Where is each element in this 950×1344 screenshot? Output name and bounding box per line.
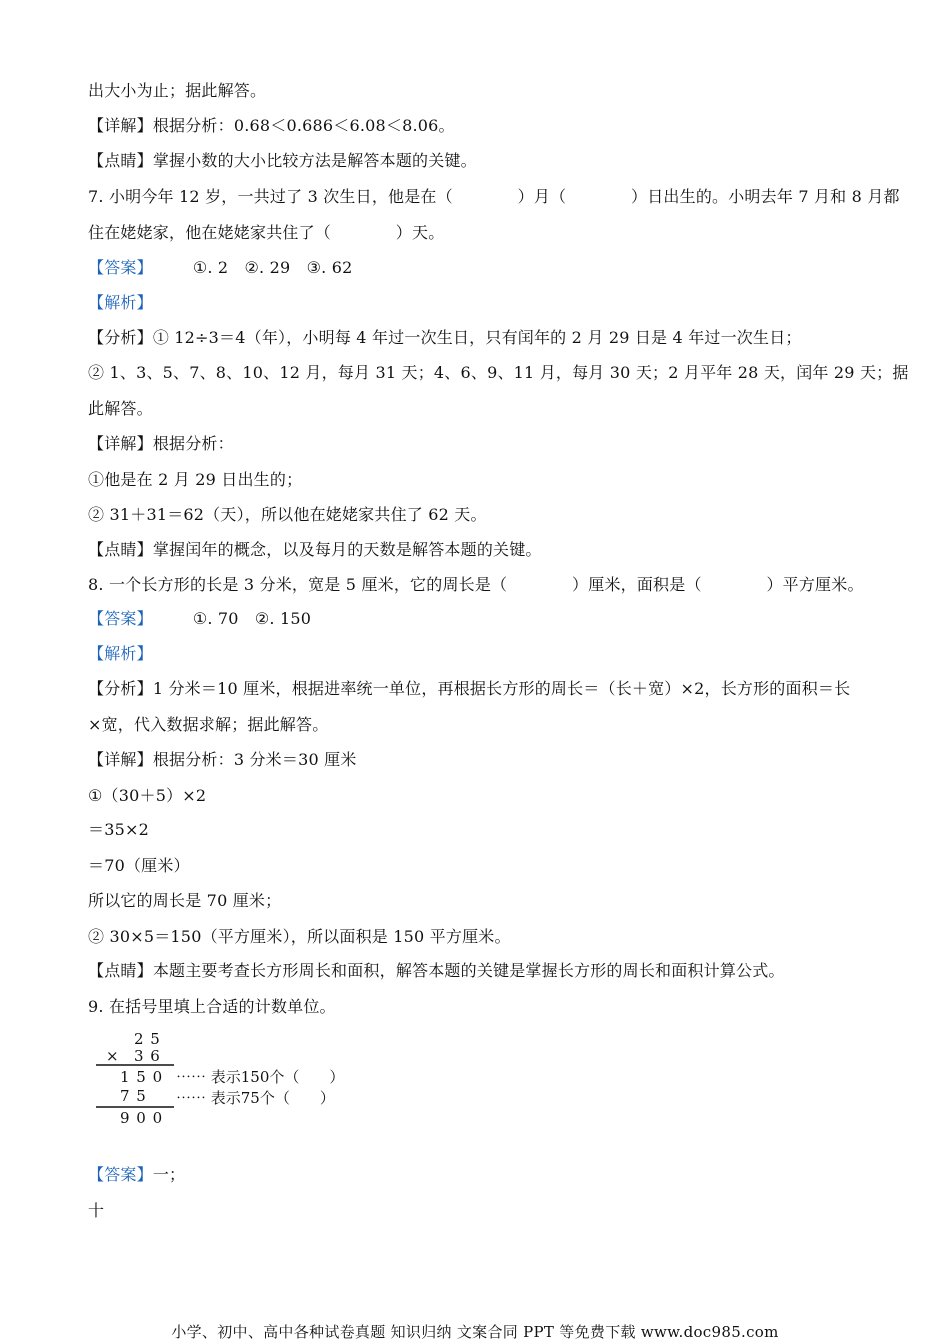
solution-step: 所以它的周长是 70 厘米；: [88, 891, 282, 910]
answer-text: 一；: [152, 1165, 186, 1184]
analysis-tag: 【解析】: [88, 644, 153, 663]
analysis-line-3: 此解答。: [88, 399, 153, 418]
analysis-line-2: ×宽，代入数据求解；据此解答。: [88, 715, 329, 734]
answer-line: [88, 608, 311, 630]
calc-partial-2: 7 5: [120, 1087, 147, 1105]
solution-step: ①（30＋5）×2: [88, 786, 207, 805]
solution-step: ＝70（厘米）: [88, 856, 190, 875]
answer-tag: 【答案】: [88, 1165, 153, 1184]
solution-step: ② 30×5＝150（平方厘米），所以面积是 150 平方厘米。: [88, 927, 511, 946]
key-point-tag: 【点睛】: [88, 151, 153, 170]
detail-line: 【详解】根据分析：3 分米＝30 厘米: [88, 750, 357, 769]
answer-line-2: 十: [88, 1201, 105, 1220]
calc-result: 9 0 0: [120, 1109, 164, 1127]
question-9-line-1: 9. 在括号里填上合适的计数单位。: [88, 997, 336, 1016]
analysis-line-1: 【分析】1 分米＝10 厘米，根据进率统一单位，再根据长方形的周长＝（长＋宽）×2，长方形的面积＝长: [88, 679, 851, 698]
key-point-line: 【点睛】掌握小数的大小比较方法是解答本题的关键。: [88, 151, 477, 170]
solution-step: ①他是在 2 月 29 日出生的；: [88, 470, 303, 489]
analysis-tag: 【解析】: [88, 293, 153, 312]
text-line: 出大小为止；据此解答。: [88, 81, 267, 100]
calc-multiplier: 3 6: [134, 1047, 161, 1065]
analysis-line-1: 【分析】① 12÷3＝4（年），小明每 4 年过一次生日，只有闰年的 2 月 29 日是 4 年过一次生日；: [88, 328, 802, 347]
key-point-line: 【点睛】掌握闰年的概念，以及每月的天数是解答本题的关键。: [88, 540, 542, 559]
detail-tag: 【详解】: [88, 116, 153, 135]
answer-line: [88, 1164, 185, 1186]
question-7-line-2: 住在姥姥家，他在姥姥家共住了（ ）天。: [88, 223, 445, 242]
key-point-line: 【点睛】本题主要考查长方形周长和面积，解答本题的关键是掌握长方形的周长和面积计算公式。: [88, 961, 785, 980]
calc-partial-1-note: ⋯⋯ 表示150个（ ）: [176, 1068, 345, 1086]
page-footer: 小学、初中、高中各种试卷真题 知识归纳 文案合同 PPT 等免费下载 www.doc985.com: [171, 1323, 779, 1341]
calc-partial-1: 1 5 0: [120, 1068, 164, 1086]
answer-tag: 【答案】: [88, 258, 153, 277]
solution-step: ② 31＋31＝62（天），所以他在姥姥家共住了 62 天。: [88, 505, 487, 524]
detail-line: 【详解】根据分析：: [88, 434, 234, 453]
answer-text: ①. 70 ②. 150: [192, 609, 312, 628]
analysis-line-2: ② 1、3、5、7、8、10、12 月，每月 31 天；4、6、9、11 月，每月 30 天；2 月平年 28 天，闰年 29 天；据: [88, 363, 909, 382]
calc-operator: ×: [106, 1047, 120, 1065]
answer-tag: 【答案】: [88, 609, 153, 628]
calc-multiplicand: 2 5: [134, 1030, 161, 1048]
vertical-multiplication: [96, 1030, 416, 1130]
question-8-line-1: 8. 一个长方形的长是 3 分米，宽是 5 厘米，它的周长是（ ）厘米，面积是（ ）平方厘米。: [88, 575, 864, 594]
detail-line: 【详解】根据分析：0.68＜0.686＜6.08＜8.06。: [88, 116, 455, 135]
answer-line: [88, 257, 352, 279]
calc-partial-2-note: ⋯⋯ 表示75个（ ）: [176, 1089, 335, 1107]
solution-step: ＝35×2: [88, 820, 149, 839]
answer-text: ①. 2 ②. 29 ③. 62: [192, 258, 353, 277]
question-7-line-1: 7. 小明今年 12 岁，一共过了 3 次生日，他是在（ ）月（ ）日出生的。小明去年 7 月和 8 月都: [88, 187, 900, 206]
